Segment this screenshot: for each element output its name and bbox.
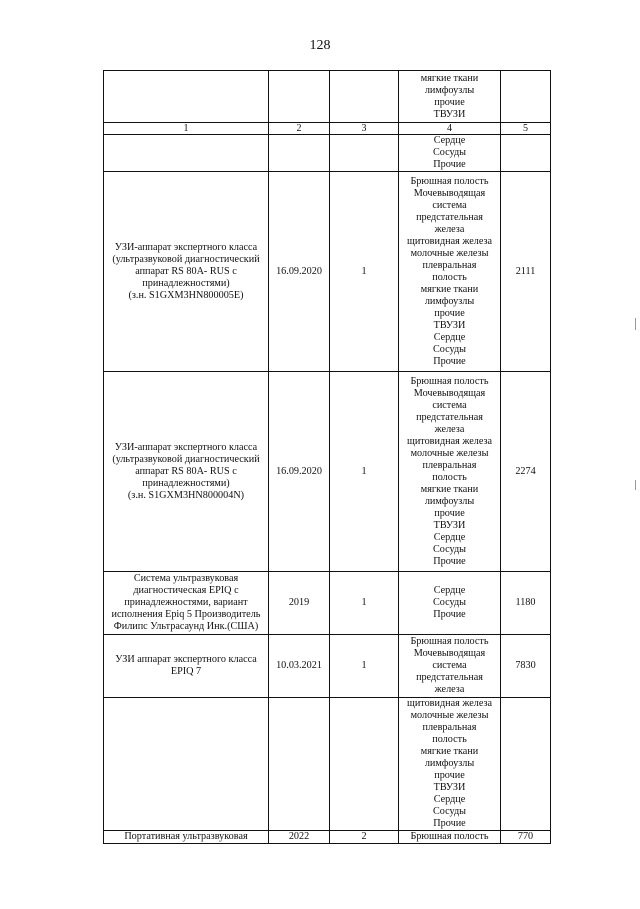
- study-area: Прочие: [433, 355, 466, 367]
- study-area: Прочие: [433, 818, 466, 829]
- study-area: лимфоузлы: [424, 758, 475, 769]
- study-area: Мочевыводящая: [413, 187, 486, 199]
- study-area: Мочевыводящая: [413, 387, 486, 399]
- study-area: мягкие ткани: [420, 72, 479, 84]
- column-number: 4: [399, 123, 501, 135]
- table-row: [104, 372, 551, 572]
- device-name-line: (ультразвуковой диагностический: [112, 253, 260, 265]
- count-cell: [501, 71, 551, 123]
- study-area: Брюшная полость: [410, 636, 489, 647]
- device-name-line: принадлежностями, вариант: [124, 597, 248, 608]
- study-area: система: [432, 399, 467, 411]
- study-area: Сердце: [433, 135, 466, 146]
- study-area: ТВУЗИ: [433, 519, 466, 531]
- study-area: плевральная: [422, 722, 477, 733]
- study-area: щитовидная железа: [406, 435, 493, 447]
- study-area: мягкие ткани: [420, 746, 479, 757]
- study-area: Прочие: [433, 159, 466, 170]
- study-areas-cell: [399, 135, 501, 172]
- device-name-line: (ультразвуковой диагностический: [112, 453, 260, 465]
- device-name-cell: [104, 635, 269, 698]
- study-area: Сердце: [433, 794, 466, 805]
- quantity-cell: 1: [330, 572, 399, 635]
- table-row: [104, 831, 551, 844]
- device-name-cell: [104, 698, 269, 831]
- device-name-line: принадлежностями): [142, 277, 230, 289]
- study-area: прочие: [434, 770, 465, 781]
- study-areas-cell: [399, 635, 501, 698]
- column-number: 2: [269, 123, 330, 135]
- scan-edge-mark: [635, 318, 636, 330]
- study-area: молочные железы: [410, 710, 489, 721]
- study-area: Мочевыводящая: [413, 648, 486, 659]
- quantity-cell: [330, 698, 399, 831]
- table-row: [104, 572, 551, 635]
- study-area: молочные железы: [410, 447, 489, 459]
- date-cell: 2019: [269, 572, 330, 635]
- device-name-cell: [104, 71, 269, 123]
- study-area: ТВУЗИ: [433, 108, 466, 120]
- device-name-cell: [104, 172, 269, 372]
- study-area: Сосуды: [432, 343, 466, 355]
- study-area: прочие: [434, 307, 465, 319]
- study-area: предстательная: [416, 211, 483, 223]
- date-cell: 16.09.2020: [269, 172, 330, 372]
- study-area: прочие: [434, 96, 465, 108]
- quantity-cell: [330, 71, 399, 123]
- date-cell: [269, 698, 330, 831]
- page-number: 128: [309, 38, 331, 53]
- study-area: полость: [432, 271, 467, 283]
- date-cell: [269, 135, 330, 172]
- device-name-line: (з.н. S1GXM3HN800004N): [127, 489, 245, 501]
- count-cell: [501, 135, 551, 172]
- device-name-line: (з.н. S1GXM3HN800005E): [128, 289, 244, 301]
- count-cell: 2274: [501, 372, 551, 572]
- count-cell: [501, 698, 551, 831]
- study-area: Сердце: [433, 531, 466, 543]
- study-area: полость: [432, 734, 467, 745]
- device-name-line: диагностическая EPIQ с: [133, 585, 239, 596]
- study-area: система: [432, 660, 467, 671]
- study-area: мягкие ткани: [420, 483, 479, 495]
- count-cell: 770: [501, 831, 551, 844]
- column-number-row: [104, 123, 551, 135]
- count-cell: 1180: [501, 572, 551, 635]
- study-area: лимфоузлы: [424, 295, 475, 307]
- column-number: 5: [501, 123, 551, 135]
- study-areas-cell: Брюшная полость: [399, 831, 501, 844]
- quantity-cell: 2: [330, 831, 399, 844]
- study-area: щитовидная железа: [406, 698, 493, 709]
- column-number: 3: [330, 123, 399, 135]
- column-number: 1: [104, 123, 269, 135]
- study-area: ТВУЗИ: [433, 782, 466, 793]
- study-area: Брюшная полость: [410, 375, 489, 387]
- study-area: железа: [434, 684, 465, 695]
- study-areas-cell: [399, 71, 501, 123]
- study-areas-cell: [399, 572, 501, 635]
- study-area: Брюшная полость: [410, 175, 489, 187]
- study-area: Сердце: [433, 331, 466, 343]
- study-area: плевральная: [422, 459, 477, 471]
- quantity-cell: [330, 135, 399, 172]
- study-area: лимфоузлы: [424, 84, 475, 96]
- study-area: Прочие: [433, 609, 466, 620]
- study-area: Сосуды: [432, 806, 466, 817]
- date-cell: 2022: [269, 831, 330, 844]
- equipment-table: [103, 70, 551, 844]
- study-area: прочие: [434, 507, 465, 519]
- study-area: железа: [434, 423, 465, 435]
- table-row: [104, 135, 551, 172]
- study-area: мягкие ткани: [420, 283, 479, 295]
- device-name-line: УЗИ-аппарат экспертного класса: [114, 241, 258, 253]
- study-area: предстательная: [416, 672, 483, 683]
- study-area: щитовидная железа: [406, 235, 493, 247]
- quantity-cell: 1: [330, 372, 399, 572]
- device-name-cell: [104, 135, 269, 172]
- study-area: система: [432, 199, 467, 211]
- device-name-line: исполнения Epiq 5 Производитель: [111, 609, 261, 620]
- scan-edge-mark: [635, 480, 636, 490]
- date-cell: 10.03.2021: [269, 635, 330, 698]
- device-name-cell: Портативная ультразвуковая: [104, 831, 269, 844]
- study-area: молочные железы: [410, 247, 489, 259]
- date-cell: 16.09.2020: [269, 372, 330, 572]
- study-areas-cell: [399, 698, 501, 831]
- study-area: Сосуды: [432, 543, 466, 555]
- device-name-line: Филипс Ультрасаунд Инк.(США): [113, 621, 259, 632]
- study-area: Сосуды: [432, 147, 466, 158]
- device-name-line: принадлежностями): [142, 477, 230, 489]
- study-areas-cell: [399, 172, 501, 372]
- device-name-line: Система ультразвуковая: [133, 573, 239, 584]
- date-cell: [269, 71, 330, 123]
- device-name-line: EPIQ 7: [170, 666, 202, 677]
- table-row: [104, 71, 551, 123]
- study-area: плевральная: [422, 259, 477, 271]
- device-name-cell: [104, 572, 269, 635]
- count-cell: 7830: [501, 635, 551, 698]
- device-name-line: УЗИ аппарат экспертного класса: [115, 654, 257, 665]
- study-area: Прочие: [433, 555, 466, 567]
- study-area: полость: [432, 471, 467, 483]
- table-row: [104, 172, 551, 372]
- table-row: [104, 698, 551, 831]
- count-cell: 2111: [501, 172, 551, 372]
- study-area: ТВУЗИ: [433, 319, 466, 331]
- quantity-cell: 1: [330, 635, 399, 698]
- table-row: [104, 635, 551, 698]
- study-areas-cell: [399, 372, 501, 572]
- device-name-line: аппарат RS 80A- RUS с: [135, 465, 237, 477]
- device-name-line: аппарат RS 80A- RUS с: [135, 265, 237, 277]
- study-area: лимфоузлы: [424, 495, 475, 507]
- study-area: железа: [434, 223, 465, 235]
- device-name-cell: [104, 372, 269, 572]
- device-name-line: УЗИ-аппарат экспертного класса: [114, 441, 258, 453]
- study-area: предстательная: [416, 411, 483, 423]
- study-area: Сосуды: [432, 597, 466, 608]
- quantity-cell: 1: [330, 172, 399, 372]
- study-area: Сердце: [433, 585, 466, 596]
